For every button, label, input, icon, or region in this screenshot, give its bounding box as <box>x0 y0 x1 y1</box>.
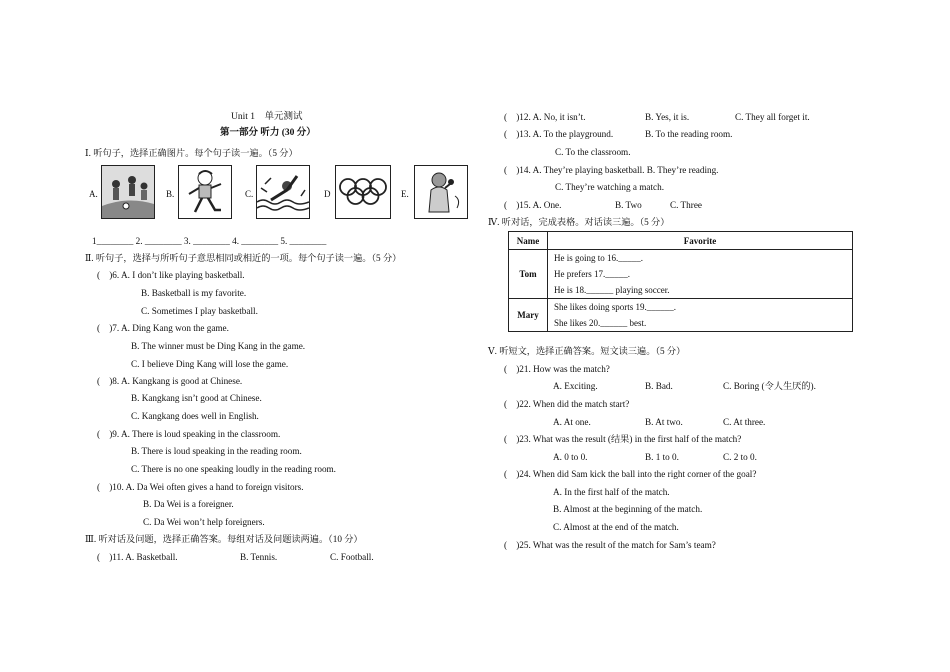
q15-option-c: C. Three <box>670 200 702 210</box>
picture-label-a: A. <box>89 189 98 199</box>
q24-question: ( )24. When did Sam kick the ball into the right corner of the goal? <box>504 469 757 479</box>
q22-question: ( )22. When did the match start? <box>504 399 630 409</box>
olympic-rings-icon <box>335 165 391 219</box>
q24-option-c: C. Almost at the end of the match. <box>553 522 679 532</box>
section-4-heading: Ⅳ. 听对话，完成表格。对话读三遍。（5 分） <box>488 217 670 227</box>
swimmer-icon <box>256 165 310 219</box>
q23-option-c: C. 2 to 0. <box>723 452 757 462</box>
q7-option-b: B. The winner must be Ding Kang in the game. <box>131 341 306 351</box>
q11-option-c: C. Football. <box>330 552 374 562</box>
q10-option-a: ( )10. A. Da Wei often gives a hand to foreign visitors. <box>97 482 304 492</box>
q14-option-c: C. They’re watching a match. <box>555 182 665 192</box>
q21-option-a: A. Exciting. <box>553 381 598 391</box>
section-1-answer-blanks: 1________ 2. ________ 3. ________ 4. ________ 5. ________ <box>92 236 327 246</box>
picture-label-b: B. <box>166 189 175 199</box>
unit-title: Unit 1 单元测试 <box>231 112 303 122</box>
q25-question: ( )25. What was the result of the match for Sam’s team? <box>504 540 716 550</box>
q23-question: ( )23. What was the result (结果) in the first half of the match? <box>504 434 742 444</box>
q23-option-a: A. 0 to 0. <box>553 452 588 462</box>
picture-label-d: D <box>324 189 331 199</box>
section-1-heading: Ⅰ. 听句子，选择正确图片。每个句子读一遍。（5 分） <box>85 148 298 158</box>
mary-blank-19: She likes doing sports 19.______. <box>548 299 853 316</box>
q13-option-c: C. To the classroom. <box>555 147 631 157</box>
q12-option-b: B. Yes, it is. <box>645 112 690 122</box>
q8-option-a: ( )8. A. Kangkang is good at Chinese. <box>97 376 243 386</box>
q22-option-c: C. At three. <box>723 417 766 427</box>
q21-option-b: B. Bad. <box>645 381 673 391</box>
table-row-name-mary: Mary <box>509 299 548 332</box>
q13-option-a: ( )13. A. To the playground. <box>504 129 614 139</box>
q21-question: ( )21. How was the match? <box>504 364 610 374</box>
q22-option-b: B. At two. <box>645 417 683 427</box>
q8-option-c: C. Kangkang does well in English. <box>131 411 259 421</box>
soccer-players-icon <box>101 165 155 219</box>
q14-options-ab: ( )14. A. They’re playing basketball. B. They’re reading. <box>504 165 719 175</box>
q9-option-c: C. There is no one speaking loudly in the reading room. <box>131 464 336 474</box>
q24-option-b: B. Almost at the beginning of the match. <box>553 504 703 514</box>
boy-running-icon <box>178 165 232 219</box>
q9-option-a: ( )9. A. There is loud speaking in the classroom. <box>97 429 281 439</box>
section-3-heading: Ⅲ. 听对话及问题，选择正确答案。每组对话及问题读两遍。（10 分） <box>85 534 363 544</box>
q15-option-b: B. Two <box>615 200 642 210</box>
q23-option-b: B. 1 to 0. <box>645 452 679 462</box>
section-2-heading: Ⅱ. 听句子，选择与所听句子意思相同或相近的一项。每个句子读一遍。（5 分） <box>85 253 402 263</box>
singer-icon <box>414 165 468 219</box>
mary-blank-20: She likes 20.______ best. <box>548 315 853 332</box>
q21-option-c: C. Boring (令人生厌的). <box>723 381 816 391</box>
picture-label-e: E. <box>401 189 409 199</box>
q8-option-b: B. Kangkang isn’t good at Chinese. <box>131 393 262 403</box>
q6-option-b: B. Basketball is my favorite. <box>141 288 247 298</box>
part-title: 第一部分 听力 (30 分） <box>220 128 316 138</box>
q24-option-a: A. In the first half of the match. <box>553 487 670 497</box>
q10-option-b: B. Da Wei is a foreigner. <box>143 499 234 509</box>
tom-blank-17: He prefers 17._____. <box>548 266 853 282</box>
picture-label-c: C. <box>245 189 254 199</box>
q6-option-c: C. Sometimes I play basketball. <box>141 306 258 316</box>
tom-blank-16: He is going to 16._____. <box>548 250 853 267</box>
q22-option-a: A. At one. <box>553 417 591 427</box>
favorite-table <box>508 231 853 332</box>
q11-option-a: ( )11. A. Basketball. <box>97 552 178 562</box>
q12-option-c: C. They all forget it. <box>735 112 810 122</box>
q7-option-c: C. I believe Ding Kang will lose the game. <box>131 359 289 369</box>
q6-option-a: ( )6. A. I don’t like playing basketball. <box>97 270 245 280</box>
q12-option-a: ( )12. A. No, it isn’t. <box>504 112 586 122</box>
q9-option-b: B. There is loud speaking in the reading room. <box>131 446 302 456</box>
section-5-heading: Ⅴ. 听短文，选择正确答案。短文读三遍。（5 分） <box>488 346 686 356</box>
q7-option-a: ( )7. A. Ding Kang won the game. <box>97 323 229 333</box>
q11-option-b: B. Tennis. <box>240 552 278 562</box>
table-header-favorite: Favorite <box>548 232 853 250</box>
q10-option-c: C. Da Wei won’t help foreigners. <box>143 517 265 527</box>
q13-option-b: B. To the reading room. <box>645 129 733 139</box>
table-header-name: Name <box>509 232 548 250</box>
tom-blank-18: He is 18.______ playing soccer. <box>548 282 853 299</box>
table-row-name-tom: Tom <box>509 250 548 299</box>
q15-option-a: ( )15. A. One. <box>504 200 562 210</box>
